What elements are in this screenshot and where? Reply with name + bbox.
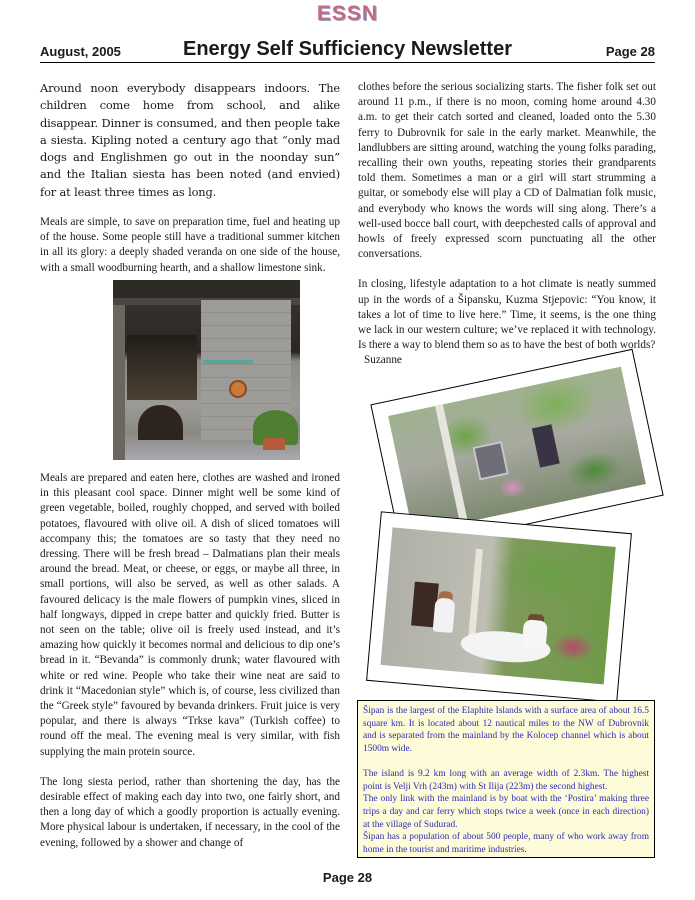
flower-pot: [263, 438, 285, 450]
terrace-dining-photo: [366, 511, 632, 702]
courtyard-image: [388, 367, 646, 534]
left-column: [40, 80, 340, 291]
paragraph-siesta: The long siesta period, rather than shortening the day, has the desirable effect of making each day into two, one fairly short, and then a long day of which a goodly proportion is actually evening. More physical labour is undertaken, if necessary, in the cool of the evening, followed by a shower and change of: [40, 775, 340, 849]
page-number-footer: Page 28: [322, 870, 373, 885]
doorway: [532, 424, 560, 467]
facts-paragraph: The island is 9.2 km long with an average width of 2.3km. The highest point is Velji Vrh (243m) with St Ilija (223m) the second highest.: [363, 768, 649, 792]
hearth: [127, 335, 197, 400]
paragraph-meals-prepared: Meals are prepared and eaten here, clothes are washed and ironed in this pleasant cool space. Dinner might well be some kind of green vegetable, boiled, roughly chopped, and served with boiled potatoes, flavoured with olive oil. A dish of sliced tomatoes will accompany this; the tomatoes are so tasty that they need no dressing. There will be fresh bread – Dalmatians plan their meals around the bread. Meat, or cheese, or eggs, or maybe all three, in small portions, will also be served, as well as other salads. A favoured delicacy is the male flowers of pumpkin vines, sliced in half longways, dipped in crepe batter and quickly fried. Butter is not seen on the table; olive oil is freely used instead, and it’s amazing how quickly it becomes normal and delicious to dip one’s bread in it. “Bevanda” is commonly drunk; water flavoured with white or red wine. People who take their wine neat are said to drink it “Macedonian style” which is, of course, less civilized than the “Greek style” favoured by bevanda drinkers. Fruit juice is very popular, and there is always “Trkse kava” (Turkish coffee) to round off the meal. The evening meal is very similar, with fish supplying the main protein source.: [40, 472, 340, 758]
facts-paragraph: Šipan is the largest of the Elaphite Islands with a surface area of about 16.5 square km. It is located about 12 nautical miles to the NW of Dubrovnik and is separated from the mainland by the Kolocep channel which is about 1500m wide.: [363, 706, 649, 755]
paragraph-closing: In closing, lifestyle adaptation to a hot climate is neatly summed up in the words of a Šipansku, Kuzma Stjepovic: “You know, it takes a lot of time to live here.” Time, it seems, is the one thing we lack in our western culture; we’ve replaced it with technology. Is there a way to blend them so as to have the best of both worlds?: [358, 278, 656, 352]
wall-plaque: [229, 380, 247, 398]
pergola-post: [435, 404, 468, 523]
lead-paragraph: Around noon everybody disappears indoors. The children come home from school, and alike disappear. Dinner is consumed, and then people take a siesta. Kipling noted a century ago that “only mad dogs and Englishmen go out in the noonday sun” and the Italian siesta has been noted (and envied) for at least three times as long.: [40, 81, 340, 199]
right-column: [358, 80, 656, 369]
newsletter-title: Energy Self Sufficiency Newsletter: [182, 38, 512, 60]
shelf: [203, 360, 253, 364]
facts-paragraph: Šipan has a population of about 500 people, many of who work away from home in the tourist and maritime industries.: [363, 832, 649, 856]
window: [473, 441, 509, 480]
sipan-facts-box: [357, 700, 655, 858]
seated-person: [433, 598, 456, 634]
seated-person: [521, 619, 548, 651]
author-signature: Suzanne: [364, 354, 402, 367]
facts-paragraph: The only link with the mainland is by boat with the ‘Postira’ making three trips a day and car ferry which stops twice a week (once in each direction) at the village of Sudurad.: [363, 794, 649, 830]
summer-kitchen-photo: [113, 280, 300, 460]
paragraph-meals-simple: Meals are simple, to save on preparation time, fuel and heating up of the house. Some people still have a traditional summer kitchen in all its glory: a deeply shaded veranda on one side of the house, with a small woodburning hearth, and a shallow limestone sink.: [40, 216, 340, 274]
issue-date: August, 2005: [40, 44, 121, 59]
left-column-lower: [40, 471, 340, 866]
paragraph-evening: clothes before the serious socializing starts. The fisher folk set out around 11 p.m., if there is no moon, coming home around 4.30 a.m. to get their catch sorted and cleaned, loaded onto the 5.30 ferry to Dubrovnik for sale in the early market. Meanwhile, the landlubbers are sitting around, watching the young folks parading, recalling their own youths, repeating stories their grandparents told them. Sometimes a man or a girl will start strumming a guitar, or somebody else will play a CD of Dalmatian folk music, and everybody who knows the words will sing along. There’s a well-used bocce ball court, with deepchested calls of approval and howls of freely expressed scorn punctuating all the other conversations.: [358, 81, 656, 261]
terrace-image: [381, 527, 616, 684]
woodstore-arch: [138, 405, 183, 440]
page-number-header: Page 28: [605, 44, 655, 59]
essn-logo: ESSN: [316, 2, 379, 25]
masthead: [40, 38, 655, 63]
